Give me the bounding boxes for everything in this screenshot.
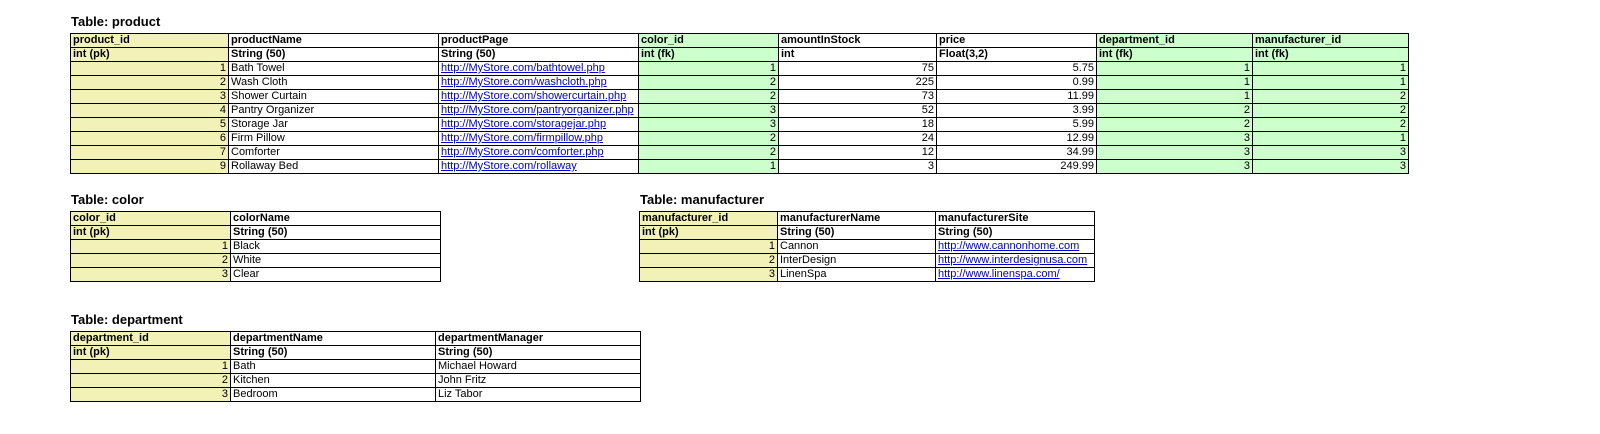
cell-manufacturerSite[interactable]: http://www.cannonhome.com: [936, 240, 1095, 254]
column-type: String (50): [439, 48, 639, 62]
cell-productName: Firm Pillow: [229, 132, 439, 146]
column-type: int: [779, 48, 937, 62]
cell-color_id: 3: [71, 268, 231, 282]
cell-productName: Storage Jar: [229, 118, 439, 132]
column-type: Float(3,2): [937, 48, 1097, 62]
cell-price: 5.99: [937, 118, 1097, 132]
table-block-color: [70, 192, 441, 282]
cell-manufacturer_id: 3: [1253, 160, 1409, 174]
cell-department_id: 3: [71, 388, 231, 402]
cell-manufacturerName: InterDesign: [778, 254, 936, 268]
table-row: [71, 90, 1409, 104]
column-type: String (50): [229, 48, 439, 62]
cell-productName: Shower Curtain: [229, 90, 439, 104]
cell-department_id: 1: [1097, 76, 1253, 90]
cell-productPage[interactable]: http://MyStore.com/firmpillow.php: [439, 132, 639, 146]
column-header: color_id: [639, 34, 779, 48]
schema-table-product: [70, 33, 1409, 174]
cell-color_id: 2: [639, 146, 779, 160]
table-row: [71, 254, 441, 268]
table-row: [71, 374, 641, 388]
table-type-row: [640, 226, 1095, 240]
cell-manufacturerSite[interactable]: http://www.linenspa.com/: [936, 268, 1095, 282]
cell-amountInStock: 12: [779, 146, 937, 160]
cell-manufacturer_id: 1: [1253, 76, 1409, 90]
cell-product_id: 5: [71, 118, 229, 132]
cell-manufacturer_id: 2: [1253, 118, 1409, 132]
cell-colorName: White: [231, 254, 441, 268]
table-row: [71, 268, 441, 282]
column-type: String (50): [231, 226, 441, 240]
cell-color_id: 2: [639, 132, 779, 146]
schema-table-color: [70, 211, 441, 282]
cell-color_id: 3: [639, 104, 779, 118]
column-header: price: [937, 34, 1097, 48]
cell-productPage[interactable]: http://MyStore.com/pantryorganizer.php: [439, 104, 639, 118]
table-type-row: [71, 48, 1409, 62]
cell-product_id: 2: [71, 76, 229, 90]
cell-manufacturer_id: 3: [640, 268, 778, 282]
table-block-product: [70, 14, 1409, 174]
table-type-row: [71, 226, 441, 240]
cell-color_id: 1: [71, 240, 231, 254]
cell-productPage[interactable]: http://MyStore.com/showercurtain.php: [439, 90, 639, 104]
cell-product_id: 3: [71, 90, 229, 104]
column-type: int (pk): [71, 346, 231, 360]
cell-price: 249.99: [937, 160, 1097, 174]
cell-color_id: 2: [639, 76, 779, 90]
column-type: int (pk): [71, 48, 229, 62]
cell-productPage[interactable]: http://MyStore.com/washcloth.php: [439, 76, 639, 90]
cell-departmentManager: Michael Howard: [436, 360, 641, 374]
cell-product_id: 4: [71, 104, 229, 118]
cell-productPage[interactable]: http://MyStore.com/bathtowel.php: [439, 62, 639, 76]
column-type: String (50): [936, 226, 1095, 240]
cell-manufacturer_id: 1: [1253, 132, 1409, 146]
cell-productPage[interactable]: http://MyStore.com/storagejar.php: [439, 118, 639, 132]
cell-manufacturerName: Cannon: [778, 240, 936, 254]
column-header: department_id: [71, 332, 231, 346]
cell-department_id: 1: [71, 360, 231, 374]
schema-table-department: [70, 331, 641, 402]
table-row: [640, 268, 1095, 282]
column-header: productName: [229, 34, 439, 48]
table-row: [71, 104, 1409, 118]
column-type: int (pk): [71, 226, 231, 240]
table-header-row: [71, 212, 441, 226]
cell-amountInStock: 73: [779, 90, 937, 104]
cell-price: 11.99: [937, 90, 1097, 104]
column-type: int (fk): [639, 48, 779, 62]
cell-departmentName: Bedroom: [231, 388, 436, 402]
column-type: String (50): [778, 226, 936, 240]
cell-department_id: 2: [1097, 104, 1253, 118]
table-title-department: Table: department: [71, 312, 183, 327]
column-header: manufacturerName: [778, 212, 936, 226]
cell-departmentName: Kitchen: [231, 374, 436, 388]
cell-manufacturerSite[interactable]: http://www.interdesignusa.com: [936, 254, 1095, 268]
table-row: [71, 62, 1409, 76]
column-header: department_id: [1097, 34, 1253, 48]
cell-departmentManager: Liz Tabor: [436, 388, 641, 402]
cell-productName: Comforter: [229, 146, 439, 160]
table-header-row: [71, 34, 1409, 48]
cell-department_id: 3: [1097, 160, 1253, 174]
cell-productName: Wash Cloth: [229, 76, 439, 90]
cell-price: 12.99: [937, 132, 1097, 146]
cell-price: 3.99: [937, 104, 1097, 118]
table-block-department: [70, 312, 641, 402]
cell-department_id: 1: [1097, 90, 1253, 104]
cell-department_id: 3: [1097, 146, 1253, 160]
cell-manufacturer_id: 2: [1253, 90, 1409, 104]
cell-productName: Rollaway Bed: [229, 160, 439, 174]
table-type-row: [71, 346, 641, 360]
table-row: [71, 132, 1409, 146]
cell-productPage[interactable]: http://MyStore.com/rollaway: [439, 160, 639, 174]
cell-amountInStock: 18: [779, 118, 937, 132]
cell-department_id: 2: [1097, 118, 1253, 132]
table-row: [71, 240, 441, 254]
cell-department_id: 2: [71, 374, 231, 388]
column-header: manufacturerSite: [936, 212, 1095, 226]
cell-price: 0.99: [937, 76, 1097, 90]
column-header: color_id: [71, 212, 231, 226]
table-row: [71, 360, 641, 374]
table-title-manufacturer: Table: manufacturer: [640, 192, 765, 207]
cell-manufacturer_id: 3: [1253, 146, 1409, 160]
cell-department_id: 1: [1097, 62, 1253, 76]
cell-color_id: 3: [639, 118, 779, 132]
cell-price: 5.75: [937, 62, 1097, 76]
cell-productName: Pantry Organizer: [229, 104, 439, 118]
column-type: int (fk): [1253, 48, 1409, 62]
table-title-color: Table: color: [71, 192, 144, 207]
column-type: String (50): [436, 346, 641, 360]
cell-manufacturerName: LinenSpa: [778, 268, 936, 282]
table-header-row: [640, 212, 1095, 226]
column-header: departmentManager: [436, 332, 641, 346]
schema-table-manufacturer: [639, 211, 1095, 282]
cell-product_id: 7: [71, 146, 229, 160]
cell-departmentName: Bath: [231, 360, 436, 374]
cell-manufacturer_id: 1: [640, 240, 778, 254]
cell-product_id: 6: [71, 132, 229, 146]
cell-department_id: 3: [1097, 132, 1253, 146]
table-row: [71, 76, 1409, 90]
column-header: product_id: [71, 34, 229, 48]
cell-manufacturer_id: 1: [1253, 62, 1409, 76]
table-row: [71, 388, 641, 402]
cell-color_id: 2: [639, 90, 779, 104]
cell-departmentManager: John Fritz: [436, 374, 641, 388]
table-row: [71, 160, 1409, 174]
column-type: int (fk): [1097, 48, 1253, 62]
cell-amountInStock: 3: [779, 160, 937, 174]
column-header: manufacturer_id: [1253, 34, 1409, 48]
cell-productName: Bath Towel: [229, 62, 439, 76]
cell-product_id: 1: [71, 62, 229, 76]
table-row: [71, 118, 1409, 132]
cell-color_id: 1: [639, 62, 779, 76]
cell-price: 34.99: [937, 146, 1097, 160]
cell-amountInStock: 225: [779, 76, 937, 90]
cell-amountInStock: 75: [779, 62, 937, 76]
table-title-product: Table: product: [71, 14, 161, 29]
cell-amountInStock: 24: [779, 132, 937, 146]
table-row: [640, 240, 1095, 254]
cell-amountInStock: 52: [779, 104, 937, 118]
table-row: [71, 146, 1409, 160]
table-header-row: [71, 332, 641, 346]
column-type: String (50): [231, 346, 436, 360]
cell-product_id: 9: [71, 160, 229, 174]
column-header: departmentName: [231, 332, 436, 346]
cell-manufacturer_id: 2: [640, 254, 778, 268]
cell-productPage[interactable]: http://MyStore.com/comforter.php: [439, 146, 639, 160]
cell-colorName: Black: [231, 240, 441, 254]
column-header: manufacturer_id: [640, 212, 778, 226]
column-header: amountInStock: [779, 34, 937, 48]
cell-colorName: Clear: [231, 268, 441, 282]
table-row: [640, 254, 1095, 268]
cell-color_id: 1: [639, 160, 779, 174]
cell-color_id: 2: [71, 254, 231, 268]
table-block-manufacturer: [639, 192, 1095, 282]
column-header: productPage: [439, 34, 639, 48]
column-type: int (pk): [640, 226, 778, 240]
column-header: colorName: [231, 212, 441, 226]
cell-manufacturer_id: 2: [1253, 104, 1409, 118]
